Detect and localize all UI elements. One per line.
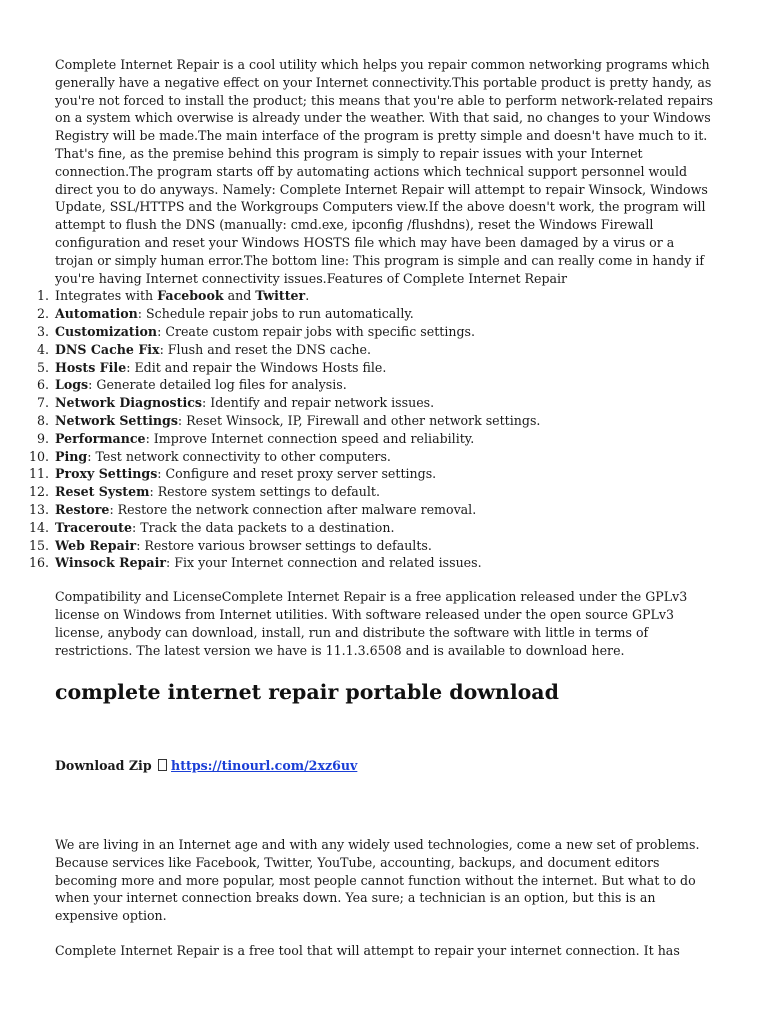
list-item-text: : Generate detailed log files for analysis. [88,377,347,393]
list-item-number: 11. [28,466,49,482]
missing-glyph-icon [158,759,167,771]
list-item-text: : Schedule repair jobs to run automatically. [137,306,414,322]
list-item-term: Web Repair [55,537,137,553]
list-item [36,323,715,341]
list-item-text: : Restore the network connection after malware removal. [109,501,477,517]
list-item-text: : Fix your Internet connection and related issues. [166,555,482,571]
list-item-number: 14. [28,519,49,535]
list-item [28,537,715,555]
list-item [28,448,715,466]
list-item-term: Winsock Repair [55,555,166,571]
list-item-text: : Reset Winsock, IP, Firewall and other network settings. [177,412,541,428]
list-item-number: 2. [36,306,49,322]
list-item-term: Performance [55,430,146,446]
list-item [36,412,715,430]
list-item-number: 5. [36,359,49,375]
list-item-number: 8. [36,412,49,428]
body-paragraph: We are living in an Internet age and with any widely used technologies, come a new set of problems. Because services like Facebook, Twitter, YouTube, accounting, backups, and document editors becoming more and more popular, most people cannot function without the internet. But what to do when your internet connection breaks down. Yea sure; a technician is an option, but this is an expensive option. [55,837,700,924]
list-item-term: Facebook [157,288,224,304]
list-item [28,501,715,519]
list-item-text: : Edit and repair the Windows Hosts file. [126,359,387,375]
download-label: Download Zip [55,758,152,774]
list-item [36,287,715,305]
list-item-text: : Improve Internet connection speed and reliability. [145,430,475,446]
list-item-term: Twitter [255,288,306,304]
compatibility-paragraph: Compatibility and LicenseComplete Internet Repair is a free application released under the GPLv3 license on Windows from Internet utilities. With software released under the open source GPLv3 license, anybody can download, install, run and distribute the software with little in terms of restrictions. The latest version we have is 11.1.3.6508 and is available to download here. [55,589,688,658]
list-item-number: 4. [36,341,49,357]
list-item-text: and [223,288,256,304]
list-item-term: Customization [55,323,158,339]
list-item-text: : Track the data packets to a destination. [131,519,395,535]
list-item-number: 15. [28,537,49,553]
download-line [55,757,715,775]
list-item [36,305,715,323]
list-item [36,376,715,394]
list-item [36,359,715,377]
list-item-number: 3. [36,323,49,339]
list-item [28,465,715,483]
list-item-text: Integrates with [55,288,158,304]
list-item-term: Network Diagnostics [55,395,203,411]
download-link[interactable]: https://tinourl.com/2xz6uv [171,758,358,774]
list-item-term: Network Settings [55,412,178,428]
list-item-term: Automation [55,306,138,322]
list-item-text: : Restore various browser settings to defaults. [136,537,432,553]
list-item [36,430,715,448]
list-item-text: : Test network connectivity to other computers. [87,448,391,464]
list-item-number: 6. [36,377,49,393]
list-item-number: 7. [36,395,49,411]
list-item-text: : Restore system settings to default. [149,484,380,500]
list-item-term: Logs [55,377,89,393]
page-heading: complete internet repair portable download [55,680,559,705]
list-item-term: Ping [55,448,88,464]
list-item [28,483,715,501]
list-item-text: : Configure and reset proxy server settings. [157,466,437,482]
list-item-number: 9. [36,430,49,446]
list-item-term: Proxy Settings [55,466,158,482]
list-item-term: Restore [55,501,110,517]
list-item-text: : Create custom repair jobs with specific settings. [157,323,475,339]
list-item-term: Traceroute [55,519,132,535]
list-item-number: 1. [36,288,49,304]
intro-paragraph: Complete Internet Repair is a cool utility which helps you repair common networking programs which generally have a negative effect on your Internet connectivity.This portable product is pretty handy, as you're not forced to install the product; this means that you're able to perform network-related repairs on a system which overwise is already under the weather. With that said, no changes to your Windows Registry will be made.The main interface of the program is pretty simple and doesn't have much to it. That's fine, as the premise behind this program is simply to repair issues with your Internet connection.The program starts off by automating actions which technical support personnel would direct you to do anyways. Namely: Complete Internet Repair will attempt to repair Winsock, Windows Update, SSL/HTTPS and the Workgroups Computers view.If the above doesn't work, the program will attempt to flush the DNS (manually: cmd.exe, ipconfig /flushdns), reset the Windows Firewall configuration and reset your Windows HOSTS file which may have been damaged by a virus or a trojan or simply human error.The bottom line: This program is simple and can really come in handy if you're having Internet connectivity issues.Features of Complete Internet Repair [55,57,713,286]
list-item [28,554,715,572]
list-item-text: . [305,288,310,304]
list-item-term: DNS Cache Fix [55,341,160,357]
list-item-term: Hosts File [55,359,127,375]
list-item [36,394,715,412]
list-item [28,519,715,537]
list-item-term: Reset System [55,484,150,500]
list-item-number: 10. [28,448,49,464]
list-item-number: 12. [28,484,49,500]
list-item-text: : Flush and reset the DNS cache. [159,341,371,357]
list-item [36,341,715,359]
features-list [28,287,715,572]
list-item-number: 13. [28,501,49,517]
body-paragraph: Complete Internet Repair is a free tool that will attempt to repair your internet connection. It has [55,943,680,959]
list-item-number: 16. [28,555,49,571]
list-item-text: : Identify and repair network issues. [202,395,435,411]
